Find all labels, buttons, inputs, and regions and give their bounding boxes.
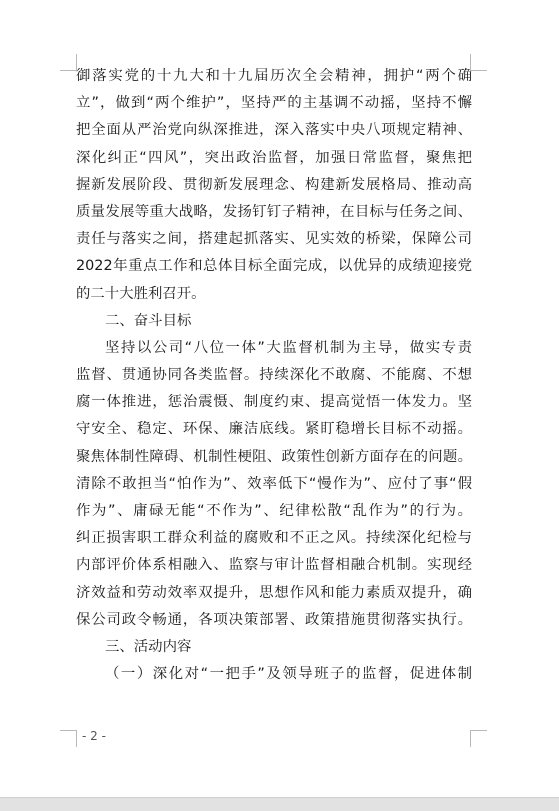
section-heading: 二、奋斗目标	[105, 312, 192, 329]
paragraph-line: 坚持以公司“八位一体”大监督机制为主导，做实专责	[105, 339, 472, 356]
paragraph-line: 的二十大胜利召开。	[76, 285, 206, 302]
paragraph-line: 责任与落实之间，搭建起抓落实、见实效的桥梁，保障公司	[76, 231, 472, 248]
document-body[interactable]	[76, 63, 472, 688]
margin-corner-bottom-right	[470, 730, 487, 747]
margin-corner-top-right	[470, 54, 487, 71]
paragraph-line: 腐一体推进，惩治震慑、制度约束、提高觉悟一体发力。坚	[76, 394, 472, 411]
paragraph-line: 作为”、庸碌无能“不作为”、纪律松散“乱作为”的行为。	[76, 503, 472, 519]
paragraph-line: 质量发展等重大战略，发扬钉钉子精神，在目标与任务之间、	[76, 203, 472, 220]
paragraph-line: 清除不敢担当“怕作为”、效率低下“慢作为”、应付了事“假	[76, 475, 472, 492]
paragraph-line: 握新发展阶段、贯彻新发展理念、构建新发展格局、推动高	[76, 176, 472, 193]
paragraph-line: 监督、贯通协同各类监督。持续深化不敢腐、不能腐、不想	[76, 367, 472, 384]
paragraph-line: 聚焦体制性障碍、机制性梗阻、政策性创新方面存在的问题。	[76, 448, 472, 465]
subsection-line: （一）深化对“一把手”及领导班子的监督，促进体制	[105, 666, 472, 683]
margin-corner-top-left	[60, 54, 77, 71]
paragraph-line: 保公司政令畅通，各项决策部署、政策措施贯彻落实执行。	[76, 611, 472, 628]
paragraph-line: 纠正损害职工群众利益的腐败和不正之风。持续深化纪检与	[76, 530, 472, 547]
page-number: - 2 -	[82, 729, 106, 743]
paragraph-line: 御落实党的十九大和十九届历次全会精神，拥护“两个确	[76, 68, 472, 84]
paragraph-line: 守安全、稳定、环保、廉洁底线。紧盯稳增长目标不动摇。	[76, 421, 472, 438]
paragraph-line: 深化纠正“四风”，突出政治监督，加强日常监督，聚焦把	[76, 149, 472, 166]
section-heading: 三、活动内容	[105, 638, 192, 655]
paragraph-line: 济效益和劳动效率双提升，思想作风和能力素质双提升，确	[76, 584, 472, 601]
paragraph-line: 2022年重点工作和总体目标全面完成，以优异的成绩迎接党	[76, 258, 472, 275]
margin-corner-bottom-left	[60, 730, 77, 747]
paragraph-line: 内部评价体系相融入、监察与审计监督相融合机制。实现经	[76, 557, 472, 574]
paragraph-line: 立”，做到“两个维护”，坚持严的主基调不动摇，坚持不懈	[76, 95, 472, 112]
page-gap	[0, 797, 559, 811]
paragraph-line: 把全面从严治党向纵深推进，深入落实中央八项规定精神、	[76, 122, 472, 139]
